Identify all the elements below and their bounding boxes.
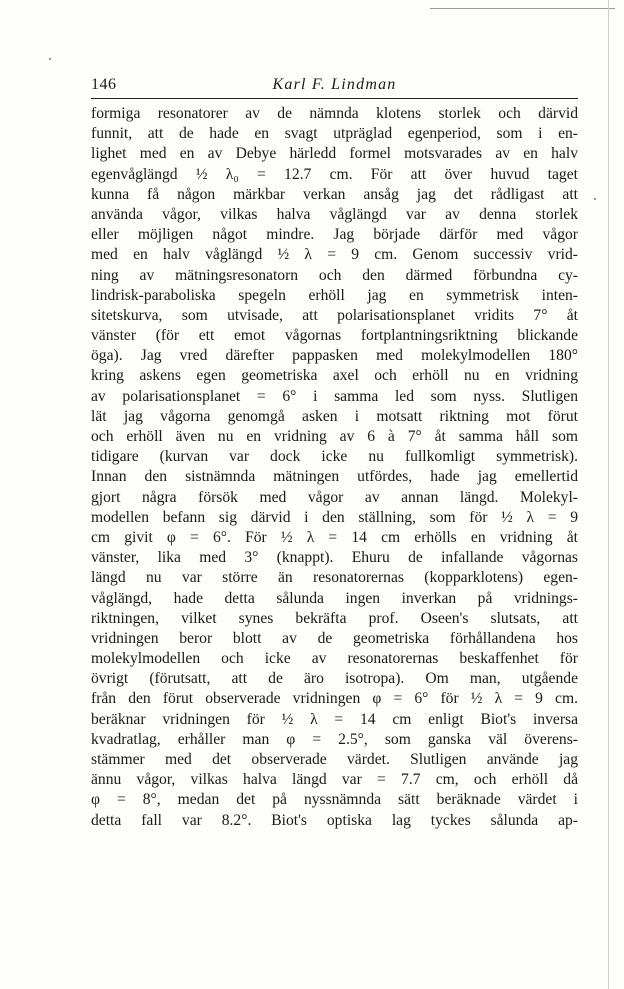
text-line: sitetskurva, som utvisade, att polarisationsplanet vridits 7° åt <box>91 306 578 324</box>
text-line: eller möjligen något mindre. Jag började därför med vågor <box>91 226 578 244</box>
text-line: cm givit φ = 6°. För ½ λ = 14 cm erhölls en vridning åt <box>91 528 578 546</box>
page-number: 146 <box>91 76 117 93</box>
text-line: kvadratlag, erhåller man φ = 2.5°, som ganska väl överens- <box>91 730 578 748</box>
text-line: av polarisationsplanet = 6° i samma led som nyss. Slutligen <box>91 387 578 405</box>
text-line: stämmer med det observerade värdet. Slutligen använde jag <box>91 751 578 768</box>
text-line: egenvåglängd ½ λ₀ = 12.7 cm. För att över huvud taget <box>91 165 578 183</box>
text-line: gjort några försök med vågor av annan längd. Molekyl- <box>91 488 578 506</box>
text-line: lighet med en av Debye härledd formel motsvarades av en halv <box>91 145 578 163</box>
text-line: ning av mätningsresonatorn och den därmed förbundna cy- <box>91 266 578 284</box>
text-line: formiga resonatorer av de nämnda klotens storlek och därvid <box>91 105 578 122</box>
text-line: och erhöll även nu en vridning av 6 à 7° åt samma håll som <box>91 428 578 445</box>
text-line: lät jag vågorna genomgå asken i motsatt riktning mot förut <box>91 407 578 425</box>
text-line: Innan den sistnämnda mätningen utfördes, hade jag emellertid <box>91 468 578 486</box>
text-line: funnit, att de hade en svagt utpräglad egenperiod, som i en- <box>91 125 578 143</box>
text-line: riktningen, vilket synes bekräfta prof. Oseen's slutsats, att <box>91 609 578 627</box>
running-head: Karl F. Lindman <box>272 76 397 93</box>
text-line: beräknar vridningen för ½ λ = 14 cm enligt Biot's inversa <box>91 710 578 728</box>
text-line: modellen befann sig därvid i den ställning, som för ½ λ = 9 <box>91 508 578 526</box>
text-line: ännu vågor, vilkas halva längd var = 7.7 cm, och erhöll då <box>91 771 578 789</box>
text-line: detta fall var 8.2°. Biot's optiska lag tyckes sålunda ap- <box>91 811 578 829</box>
top-edge-rule <box>430 8 615 9</box>
page-header <box>91 76 578 99</box>
text-line: våglängd, hade detta sålunda ingen inverkan på vridnings- <box>91 589 578 607</box>
body-text <box>91 104 578 831</box>
text-line: lindrisk-paraboliska spegeln erhöll jag en symmetrisk inten- <box>91 286 578 304</box>
text-line: öga). Jag vred därefter pappasken med molekylmodellen 180° <box>91 347 578 365</box>
text-line: längd nu var större än resonatorernas (kopparklotens) egen- <box>91 569 578 587</box>
text-line: vridningen beror blott av de geometriska förhållandena hos <box>91 629 578 647</box>
text-line: tidigare (kurvan var dock icke nu fullkomligt symmetrisk). <box>91 448 578 466</box>
text-line: vänster, lika med 3° (knappt). Ehuru de infallande vågornas <box>91 549 578 567</box>
text-line: molekylmodellen och icke av resonatorernas beskaffenhet för <box>91 650 578 668</box>
text-line: övrigt (förutsatt, att de äro isotropa). Om man, utgående <box>91 670 578 688</box>
text-line: med en halv våglängd ½ λ = 9 cm. Genom successiv vrid- <box>91 246 578 264</box>
text-line: från den förut observerade vridningen φ = 6° för ½ λ = 9 cm. <box>91 690 578 708</box>
text-line: vänster (för ett emot vågornas fortplantningsriktning blickande <box>91 327 578 345</box>
text-line: φ = 8°, medan det på nyssnämnda sätt beräknade värdet i <box>91 791 578 809</box>
text-line: kunna få någon märkbar verkan ansåg jag det rådligast att <box>91 185 578 203</box>
text-line: använda vågor, vilkas halva våglängd var av denna storlek <box>91 205 578 223</box>
page-edge <box>608 0 609 989</box>
text-line: kring askens egen geometriska axel och erhöll nu en vridning <box>91 367 578 385</box>
